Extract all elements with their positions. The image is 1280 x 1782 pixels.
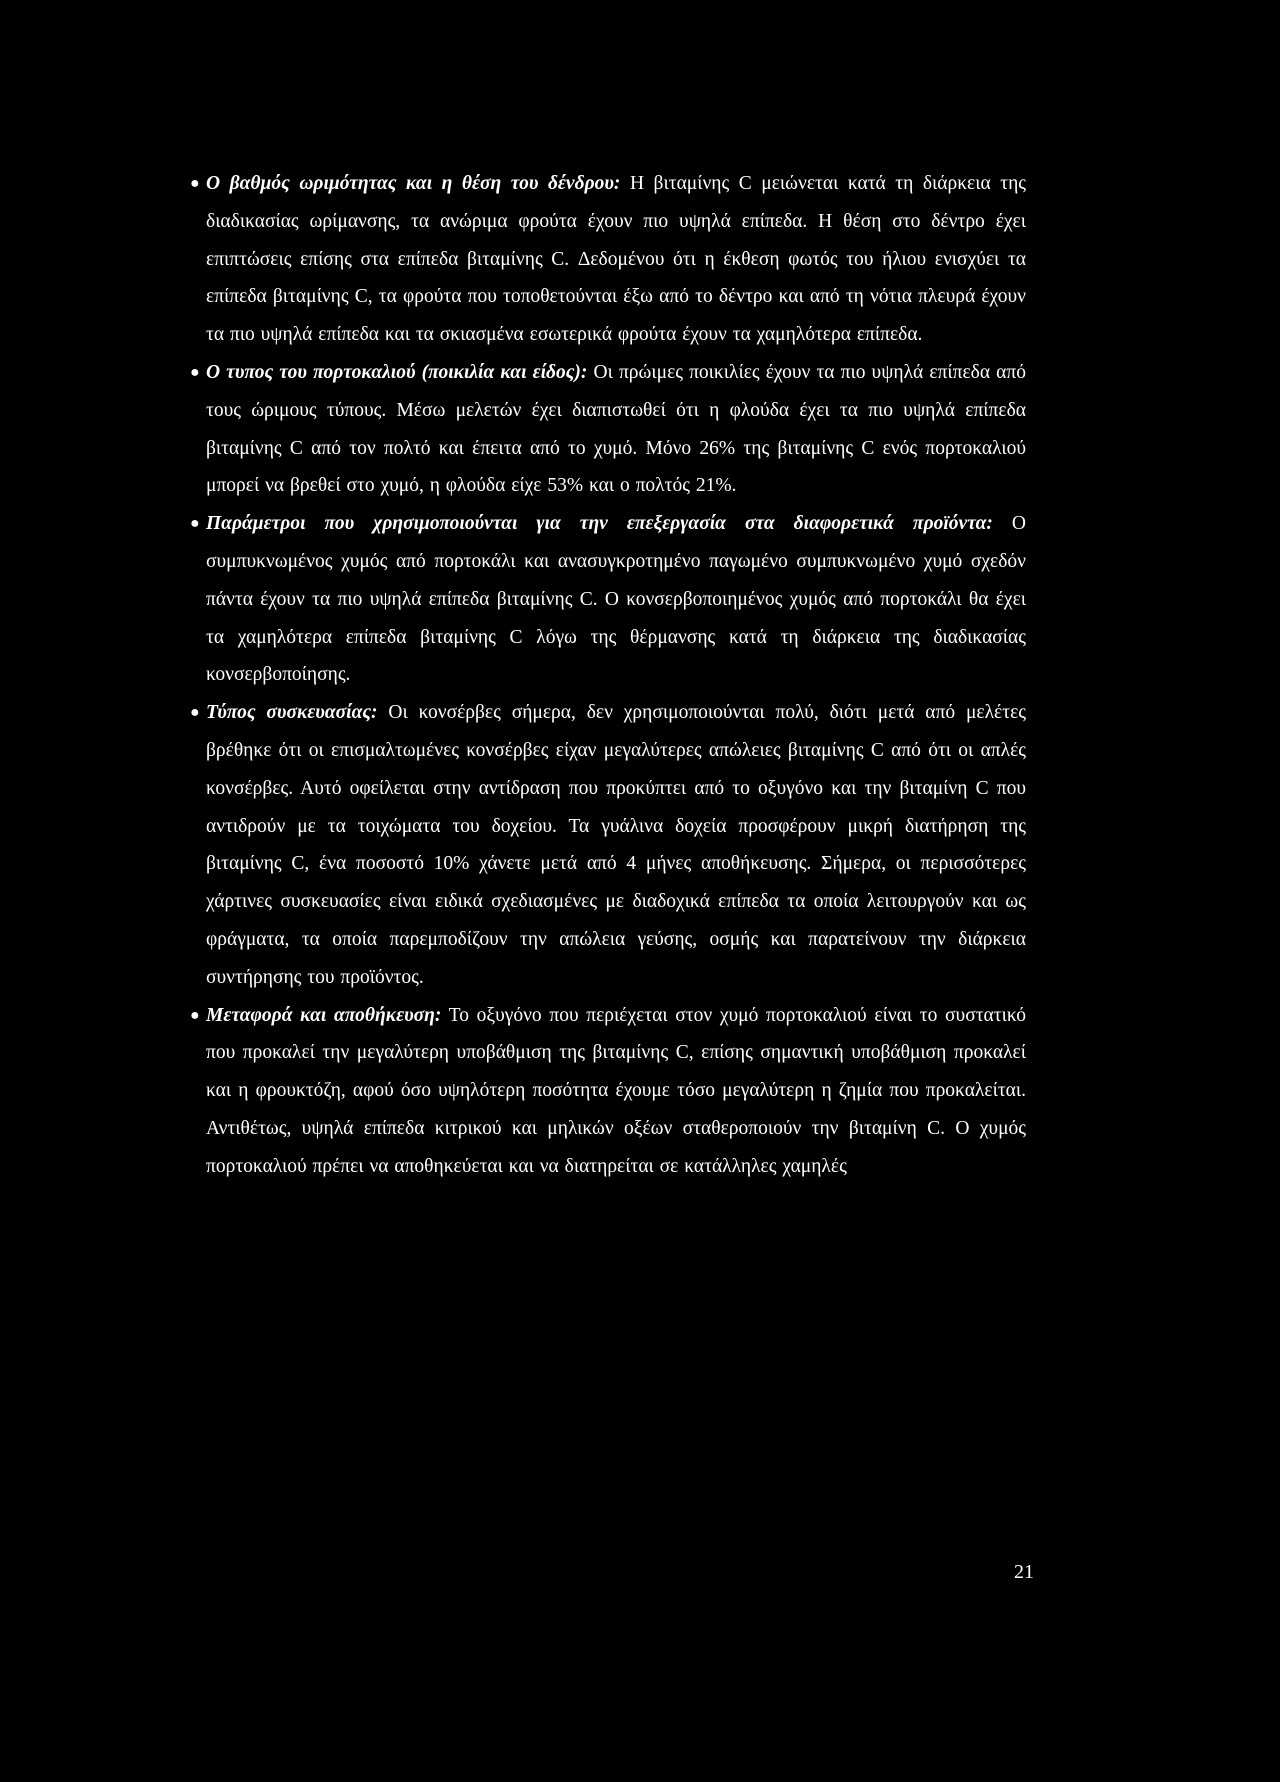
bullet-heading: Τύπος συσκευασίας: — [206, 702, 378, 724]
bullet-list — [190, 165, 1026, 1186]
bullet-icon: ● — [190, 515, 200, 533]
bullet-icon: ● — [190, 175, 200, 192]
bullet-item-ripeness — [190, 165, 1026, 354]
bullet-item-processing — [190, 505, 1026, 694]
bullet-text: Η βιταμίνης C μειώνεται κατά τη διάρκεια της διαδικασίας ωρίμανσης, τα ανώριμα φρούτα έχουν πιο υψηλά επίπεδα. Η θέση στο δέντρο έχει επιπτώσεις επίσης στα επίπεδα βιταμίνης C. Δεδομένου ότι η έκθεση φωτός του ήλιου ενισχύει τα επίπεδα βιταμίνης C, τα φρούτα που τοποθετούνται έξω από το δέντρο και από τη νότια πλευρά έχουν τα πιο υψηλά επίπεδα και τα σκιασμένα εσωτερικά φρούτα έχουν τα χαμηλότερα επίπεδα. — [206, 173, 1026, 346]
bullet-text: Το οξυγόνο που περιέχεται στον χυμό πορτοκαλιού είναι το συστατικό που προκαλεί την μεγαλύτερη υποβάθμιση της βιταμίνης C, επίσης σημαντική υποβάθμιση προκαλεί και η φρουκτόζη, αφού όσο υψηλότερη ποσότητα έχουμε τόσο μεγαλύτερη η ζημία που προκαλείται. Αντιθέτως, υψηλά επίπεδα κιτρικού και μηλικών οξέων σταθεροποιούν την βιταμίνη C. Ο χυμός πορτοκαλιού πρέπει να αποθηκεύεται και να διατηρείται σε κατάλληλες χαμηλές — [206, 1004, 1026, 1177]
bullet-heading: Παράμετροι που χρησιμοποιούνται για την επεξεργασία στα διαφορετικά προϊόντα: — [206, 513, 993, 535]
bullet-text: Οι πρώιμες ποικιλίες έχουν τα πιο υψηλά επίπεδα από τους ώριμους τύπους. Μέσω μελετών έχει διαπιστωθεί ότι η φλούδα έχει τα πιο υψηλά επίπεδα βιταμίνης C από τον πολτό και έπειτα από το χυμό. Μόνο 26% της βιταμίνης C ενός πορτοκαλιού μπορεί να βρεθεί στο χυμό, η φλούδα είχε 53% και ο πολτός 21%. — [206, 361, 1026, 497]
bullet-text: Ο συμπυκνωμένος χυμός από πορτοκάλι και ανασυγκροτημένο παγωμένο συμπυκνωμένο χυμό σχεδόν πάντα έχουν τα πιο υψηλά επίπεδα βιταμίνης C. Ο κονσερβοποιημένος χυμός από πορτοκάλι θα έχει τα χαμηλότερα επίπεδα βιταμίνης C λόγω της θέρμανσης κατά τη διάρκεια της διαδικασίας κονσερβοποίησης. — [206, 513, 1026, 686]
bullet-icon: ● — [190, 363, 200, 381]
bullet-heading: Μεταφορά και αποθήκευση: — [206, 1004, 442, 1026]
bullet-item-variety — [190, 354, 1026, 505]
bullet-item-transport-storage — [190, 997, 1026, 1186]
bullet-item-packaging — [190, 694, 1026, 996]
bullet-heading: Ο τυπος του πορτοκαλιού (ποικιλία και είδος): — [206, 361, 588, 383]
bullet-heading: Ο βαθμός ωριμότητας και η θέση του δένδρου: — [206, 173, 621, 194]
page-number: 21 — [1014, 1561, 1034, 1583]
bullet-icon: ● — [190, 704, 200, 722]
bullet-icon: ● — [190, 1006, 200, 1024]
bullet-text: Οι κονσέρβες σήμερα, δεν χρησιμοποιούνται πολύ, διότι μετά από μελέτες βρέθηκε ότι οι επισμαλτωμένες κονσέρβες είχαν μεγαλύτερες απώλειες βιταμίνης C από ότι οι απλές κονσέρβες. Αυτό οφείλεται στην αντίδραση που προκύπτει από το οξυγόνο και την βιταμίνη C που αντιδρούν με τα τοιχώματα του δοχείου. Τα γυάλινα δοχεία προσφέρουν μικρή διατήρηση της βιταμίνης C, ένα ποσοστό 10% χάνετε μετά από 4 μήνες αποθήκευσης. Σήμερα, οι περισσότερες χάρτινες συσκευασίες είναι ειδικά σχεδιασμένες με διαδοχικά επίπεδα τα οποία λειτουργούν και ως φράγματα, τα οποία παρεμποδίζουν την απώλεια γεύσης, οσμής και παρατείνουν την διάρκεια συντήρησης του προϊόντος. — [206, 702, 1026, 988]
